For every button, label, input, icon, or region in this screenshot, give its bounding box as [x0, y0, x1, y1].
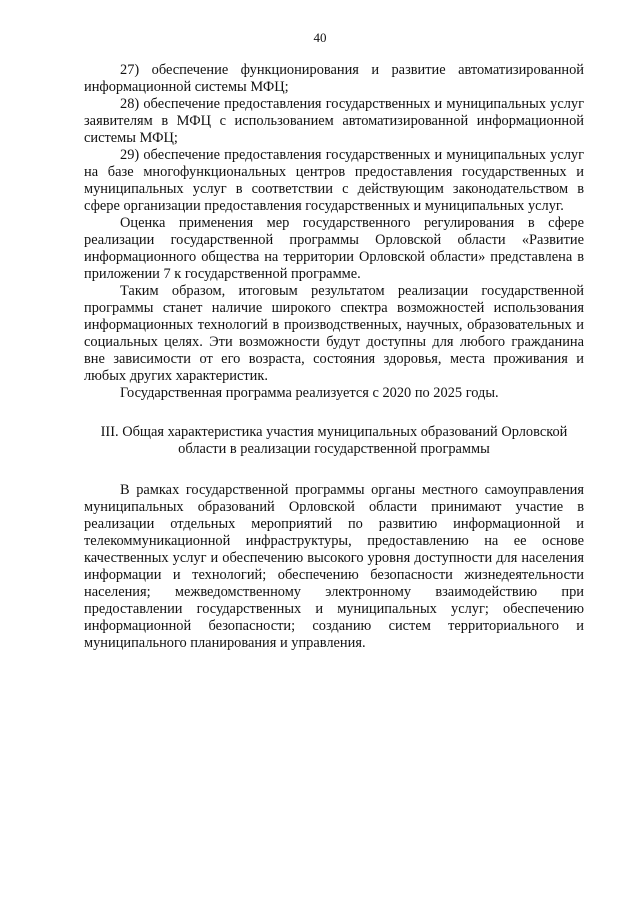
paragraph-program-result: Таким образом, итоговым результатом реализации государственной программы станет наличие широкого спектра возможностей использования информационных технологий в производственных, научных, образовательных и социальных целях. Эти возможности будут доступны для любого гражданина вне зависимости от его возраста, состояния здоровья, места проживания и любых других характеристик. [84, 283, 584, 384]
paragraph-regulation-assessment: Оценка применения мер государственного регулирования в сфере реализации государственной программы Орловской области «Развитие информационного общества на территории Орловской области» представлена в приложении 7 к государственной программе. [84, 215, 584, 282]
list-item-29: 29) обеспечение предоставления государственных и муниципальных услуг на базе многофункциональных центров предоставления государственных и муниципальных услуг в соответствии с действующим законодательством в сфере организации предоставления государственных и муниципальных услуг. [84, 147, 584, 214]
section-heading [84, 424, 584, 458]
paragraph-program-period: Государственная программа реализуется с 2020 по 2025 годы. [120, 385, 499, 401]
document-body [84, 62, 584, 652]
list-item-28: 28) обеспечение предоставления государственных и муниципальных услуг заявителям в МФЦ с использованием автоматизированной информационной системы МФЦ; [84, 96, 584, 146]
section-heading-line-2: области в реализации государственной программы [178, 441, 490, 457]
paragraph-municipal-participation: В рамках государственной программы органы местного самоуправления муниципальных образований Орловской области принимают участие в реализации отдельных мероприятий по развитию информационной и телекоммуникационной инфраструктуры, предоставлению на ее основе качественных услуг и обеспечению высокого уровня доступности для населения информации и технологий; обеспечению безопасности жизнедеятельности населения; межведомственному электронному взаимодействию при предоставлении государственных и муниципальных услуг; обеспечению информационной безопасности; созданию систем территориального и муниципального планирования и управления. [84, 482, 584, 651]
list-item-27: 27) обеспечение функционирования и развитие автоматизированной информационной системы МФЦ; [84, 62, 584, 95]
section-heading-line-1: III. Общая характеристика участия муниципальных образований Орловской [100, 424, 568, 440]
page-number: 40 [313, 30, 327, 45]
